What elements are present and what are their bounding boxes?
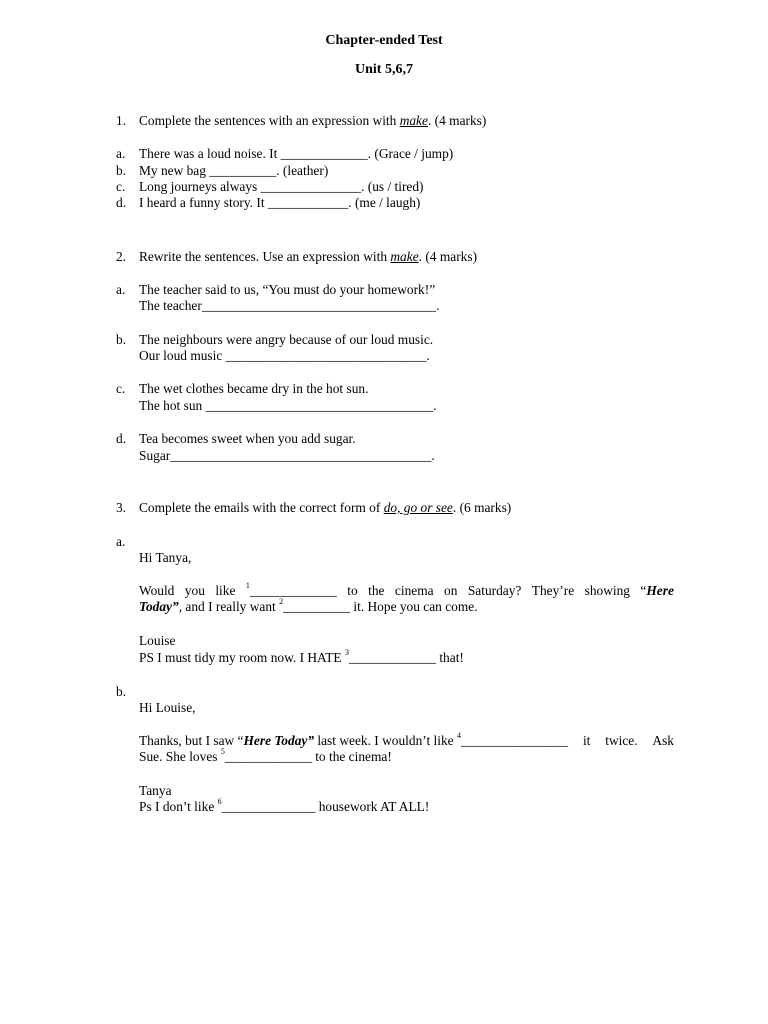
quote-close: ”: [171, 599, 179, 614]
film-title: Here Today”: [243, 733, 315, 748]
q3-number: 3.: [116, 500, 127, 515]
blank-3-number: 3: [344, 648, 349, 657]
email-b-text: Thanks, but I saw “: [139, 733, 244, 748]
word: like: [215, 583, 236, 598]
film-title-word: Today: [139, 599, 172, 614]
quote-open: “: [640, 583, 647, 598]
email-b-signature: Tanya: [139, 783, 172, 798]
q1-item-b-text: My new bag __________. (leather): [139, 163, 329, 178]
q2-item-a-sentence: The teacher said to us, “You must do your homework!”: [139, 282, 436, 297]
word: showing: [584, 583, 630, 598]
q2-number: 2.: [116, 249, 127, 264]
email-a-signature: Louise: [139, 633, 176, 648]
q1-item-d-text: I heard a funny story. It ____________. (me / laugh): [139, 195, 421, 210]
word: on: [444, 583, 458, 598]
word: to: [347, 583, 358, 598]
q2-item-a-mark: a.: [116, 282, 126, 297]
word: Ask: [652, 733, 674, 748]
q1-item-a-text: There was a loud noise. It _____________. (Grace / jump): [139, 146, 454, 161]
q2-keyword: make: [390, 249, 419, 264]
q1-item-c-mark: c.: [116, 179, 126, 194]
email-b-line-start: [139, 733, 568, 749]
email-b-text-2: Sue. She loves: [139, 749, 221, 764]
blank-6-number: 6: [217, 797, 222, 806]
q3-instruction: [139, 500, 511, 516]
email-a-text: , and I really want: [178, 599, 280, 614]
blank-2-number: 2: [279, 597, 284, 606]
postscript-tail: _____________ that!: [348, 650, 464, 665]
q1-instruction-suffix: . (4 marks): [427, 113, 487, 128]
email-b-greeting: Hi Louise,: [139, 700, 196, 715]
q1-keyword: make: [399, 113, 428, 128]
q1-instruction: [139, 113, 486, 129]
page-subtitle: Unit 5,6,7: [355, 62, 413, 77]
email-a-paragraph-line-2: [139, 599, 674, 615]
email-a-paragraph: [139, 583, 674, 615]
q2-instruction: [139, 249, 477, 265]
q2-item-b-mark: b.: [116, 332, 127, 347]
q3-email-b-mark: b.: [116, 684, 127, 699]
q3-instruction-prefix: Complete the emails with the correct form of: [139, 500, 384, 515]
word: Would: [139, 583, 175, 598]
q1-item-b-mark: b.: [116, 163, 127, 178]
blank-4-line: ________________: [460, 733, 569, 748]
email-a-text-tail: __________ it. Hope you can come.: [283, 599, 478, 614]
email-a-paragraph-line-1: [139, 583, 674, 599]
film-title-word: Here: [646, 583, 674, 598]
q2-item-b-sentence: The neighbours were angry because of our loud music.: [139, 332, 434, 347]
word: the: [368, 583, 385, 598]
blank-1-line: _____________: [249, 583, 337, 598]
q1-item-d-mark: d.: [116, 195, 127, 210]
email-b-paragraph: [139, 733, 674, 765]
word: They’re: [531, 583, 575, 598]
q2-item-c-mark: c.: [116, 381, 126, 396]
email-b-postscript: [139, 799, 429, 815]
email-b-text-mid: last week. I wouldn’t like: [314, 733, 457, 748]
q2-item-d-answer: Sugar_______________________________________.: [139, 448, 435, 463]
page-title: Chapter-ended Test: [325, 33, 443, 48]
q1-instruction-prefix: Complete the sentences with an expression with: [139, 113, 400, 128]
q2-item-d-sentence: Tea becomes sweet when you add sugar.: [139, 431, 356, 446]
q2-item-c-sentence: The wet clothes became dry in the hot sun.: [139, 381, 369, 396]
q3-keyword: do, go or see: [383, 500, 453, 515]
email-b-paragraph-line-2: [139, 749, 674, 765]
postscript-tail: ______________ housework AT ALL!: [221, 799, 430, 814]
q1-item-c-text: Long journeys always _______________. (us / tired): [139, 179, 424, 194]
q2-item-d-mark: d.: [116, 431, 127, 446]
blank-1: [246, 583, 337, 599]
blank-1-number: 1: [245, 581, 250, 590]
word: it: [582, 733, 591, 748]
postscript-text: PS I must tidy my room now. I HATE: [139, 650, 345, 665]
q1-item-a-mark: a.: [116, 146, 126, 161]
q2-instruction-suffix: . (4 marks): [418, 249, 478, 264]
blank-5-number: 5: [220, 747, 225, 756]
q3-email-a-mark: a.: [116, 534, 126, 549]
q2-item-b-answer: Our loud music ______________________________.: [139, 348, 430, 363]
email-a-greeting: Hi Tanya,: [139, 550, 192, 565]
email-b-text-tail: _____________ to the cinema!: [224, 749, 392, 764]
postscript-text: Ps I don’t like: [139, 799, 218, 814]
q2-item-a-answer: The teacher___________________________________.: [139, 298, 440, 313]
q2-instruction-prefix: Rewrite the sentences. Use an expression with: [139, 249, 391, 264]
word: Saturday?: [467, 583, 522, 598]
email-b-paragraph-line-1: [139, 733, 674, 749]
q3-instruction-suffix: . (6 marks): [452, 500, 512, 515]
word: you: [184, 583, 205, 598]
film-title-start: [640, 583, 673, 599]
q2-item-c-answer: The hot sun __________________________________.: [139, 398, 437, 413]
email-a-postscript: [139, 650, 464, 666]
word: cinema: [394, 583, 434, 598]
blank-4-number: 4: [456, 731, 461, 740]
q1-number: 1.: [116, 113, 127, 128]
word: twice.: [605, 733, 638, 748]
